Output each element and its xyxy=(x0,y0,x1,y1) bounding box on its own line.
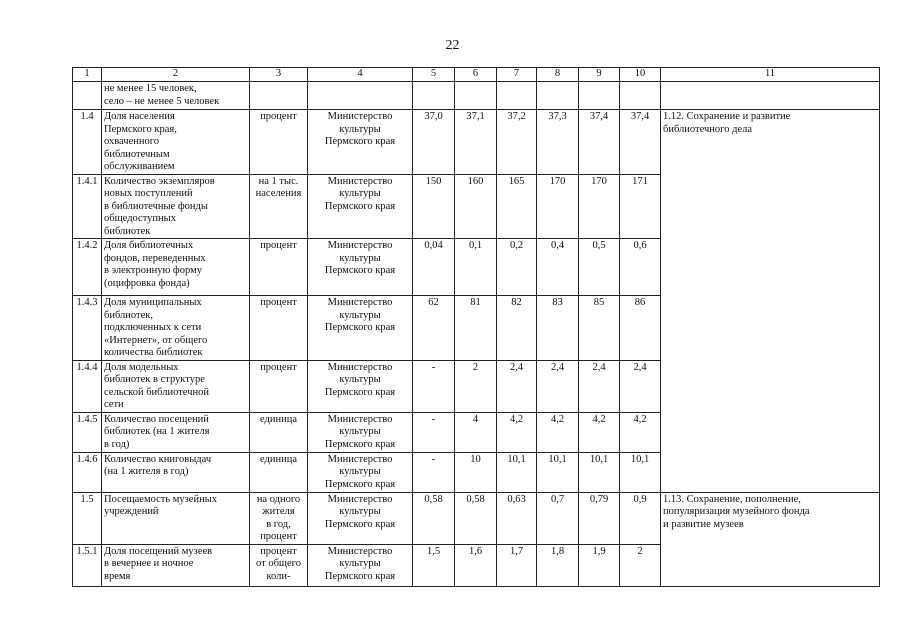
value-cell xyxy=(537,82,579,110)
unit-cell: процент xyxy=(250,296,308,361)
unit-cell: процент xyxy=(250,360,308,412)
column-header: 11 xyxy=(661,68,880,82)
value-cell: 0,6 xyxy=(620,239,661,296)
org-cell xyxy=(308,82,413,110)
value-cell: 0,58 xyxy=(455,492,497,544)
indicator-name: Количество экземпляров новых поступлений в библиотечные фонды общедоступных библиотек xyxy=(102,174,250,239)
value-cell: 86 xyxy=(620,296,661,361)
column-header: 1 xyxy=(73,68,102,82)
value-cell: - xyxy=(413,452,455,492)
column-header: 10 xyxy=(620,68,661,82)
value-cell xyxy=(413,82,455,110)
value-cell: 85 xyxy=(579,296,620,361)
value-cell: 0,04 xyxy=(413,239,455,296)
value-cell: 37,0 xyxy=(413,110,455,175)
org-cell: Министерство культуры Пермского края xyxy=(308,412,413,452)
unit-cell xyxy=(250,82,308,110)
value-cell: 37,4 xyxy=(620,110,661,175)
value-cell: 10 xyxy=(455,452,497,492)
indicator-name: Доля посещений музеев в вечернее и ночное время xyxy=(102,544,250,586)
value-cell: 83 xyxy=(537,296,579,361)
indicator-name: Доля муниципальных библиотек, подключенных к сети «Интернет», от общего количества библиотек xyxy=(102,296,250,361)
org-cell: Министерство культуры Пермского края xyxy=(308,110,413,175)
table-row xyxy=(73,110,880,175)
value-cell: 2 xyxy=(455,360,497,412)
row-number: 1.5 xyxy=(73,492,102,544)
value-cell: 0,1 xyxy=(455,239,497,296)
value-cell: 170 xyxy=(579,174,620,239)
org-cell: Министерство культуры Пермского края xyxy=(308,492,413,544)
indicator-name: не менее 15 человек, село – не менее 5 человек xyxy=(102,82,250,110)
value-cell: 37,4 xyxy=(579,110,620,175)
value-cell: 62 xyxy=(413,296,455,361)
value-cell: 10,1 xyxy=(537,452,579,492)
value-cell: 0,9 xyxy=(620,492,661,544)
value-cell: 4,2 xyxy=(620,412,661,452)
indicator-name: Количество книговыдач (на 1 жителя в год) xyxy=(102,452,250,492)
org-cell: Министерство культуры Пермского края xyxy=(308,174,413,239)
indicator-name: Посещаемость музейных учреждений xyxy=(102,492,250,544)
value-cell: 165 xyxy=(497,174,537,239)
row-number: 1.4.1 xyxy=(73,174,102,239)
org-cell: Министерство культуры Пермского края xyxy=(308,296,413,361)
row-number: 1.5.1 xyxy=(73,544,102,586)
row-number xyxy=(73,82,102,110)
row-number: 1.4.2 xyxy=(73,239,102,296)
row-number: 1.4.5 xyxy=(73,412,102,452)
unit-cell: единица xyxy=(250,452,308,492)
column-header: 6 xyxy=(455,68,497,82)
column-header: 7 xyxy=(497,68,537,82)
org-cell: Министерство культуры Пермского края xyxy=(308,239,413,296)
value-cell: 37,2 xyxy=(497,110,537,175)
value-cell: 37,3 xyxy=(537,110,579,175)
value-cell: 1,9 xyxy=(579,544,620,586)
value-cell xyxy=(579,82,620,110)
unit-cell: на одного жителя в год, процент xyxy=(250,492,308,544)
page-number: 22 xyxy=(445,38,460,53)
value-cell: 0,2 xyxy=(497,239,537,296)
note-cell: 1.13. Сохранение, пополнение, популяризация музейного фонда и развитие музеев xyxy=(661,492,880,586)
row-number: 1.4.4 xyxy=(73,360,102,412)
column-header: 9 xyxy=(579,68,620,82)
column-header: 2 xyxy=(102,68,250,82)
value-cell: 1,7 xyxy=(497,544,537,586)
indicator-name: Доля населения Пермского края, охваченного библиотечным обслуживанием xyxy=(102,110,250,175)
value-cell: 81 xyxy=(455,296,497,361)
indicator-name: Доля библиотечных фондов, переведенных в электронную форму (оцифровка фонда) xyxy=(102,239,250,296)
org-cell: Министерство культуры Пермского края xyxy=(308,544,413,586)
value-cell: 0,79 xyxy=(579,492,620,544)
value-cell: 37,1 xyxy=(455,110,497,175)
value-cell: 150 xyxy=(413,174,455,239)
note-cell: 1.12. Сохранение и развитие библиотечного дела xyxy=(661,110,880,493)
column-header: 5 xyxy=(413,68,455,82)
unit-cell: на 1 тыс. населения xyxy=(250,174,308,239)
value-cell: 4 xyxy=(455,412,497,452)
value-cell: 2,4 xyxy=(497,360,537,412)
value-cell: 1,5 xyxy=(413,544,455,586)
value-cell: 0,58 xyxy=(413,492,455,544)
value-cell: 2 xyxy=(620,544,661,586)
value-cell: 0,5 xyxy=(579,239,620,296)
value-cell: 0,63 xyxy=(497,492,537,544)
column-header: 8 xyxy=(537,68,579,82)
value-cell: 4,2 xyxy=(497,412,537,452)
unit-cell: процент xyxy=(250,239,308,296)
value-cell: 10,1 xyxy=(497,452,537,492)
indicator-name: Доля модельных библиотек в структуре сельской библиотечной сети xyxy=(102,360,250,412)
value-cell xyxy=(455,82,497,110)
value-cell: 2,4 xyxy=(620,360,661,412)
row-number: 1.4.3 xyxy=(73,296,102,361)
value-cell: 0,7 xyxy=(537,492,579,544)
value-cell: 4,2 xyxy=(537,412,579,452)
table-row xyxy=(73,82,880,110)
unit-cell: единица xyxy=(250,412,308,452)
value-cell: 160 xyxy=(455,174,497,239)
value-cell: 10,1 xyxy=(579,452,620,492)
value-cell: 10,1 xyxy=(620,452,661,492)
row-number: 1.4 xyxy=(73,110,102,175)
table-row xyxy=(73,492,880,544)
value-cell: 82 xyxy=(497,296,537,361)
value-cell: 1,6 xyxy=(455,544,497,586)
row-number: 1.4.6 xyxy=(73,452,102,492)
indicators-table xyxy=(72,67,880,587)
value-cell: 2,4 xyxy=(579,360,620,412)
unit-cell: процент xyxy=(250,110,308,175)
column-header: 3 xyxy=(250,68,308,82)
value-cell: 4,2 xyxy=(579,412,620,452)
column-header: 4 xyxy=(308,68,413,82)
org-cell: Министерство культуры Пермского края xyxy=(308,452,413,492)
value-cell: 0,4 xyxy=(537,239,579,296)
org-cell: Министерство культуры Пермского края xyxy=(308,360,413,412)
note-cell xyxy=(661,82,880,110)
value-cell: 171 xyxy=(620,174,661,239)
table-header-row xyxy=(73,68,880,82)
value-cell: 1,8 xyxy=(537,544,579,586)
value-cell: - xyxy=(413,360,455,412)
value-cell: - xyxy=(413,412,455,452)
value-cell xyxy=(497,82,537,110)
value-cell: 170 xyxy=(537,174,579,239)
value-cell: 2,4 xyxy=(537,360,579,412)
indicator-name: Количество посещений библиотек (на 1 жителя в год) xyxy=(102,412,250,452)
unit-cell: процент от общего коли- xyxy=(250,544,308,586)
value-cell xyxy=(620,82,661,110)
